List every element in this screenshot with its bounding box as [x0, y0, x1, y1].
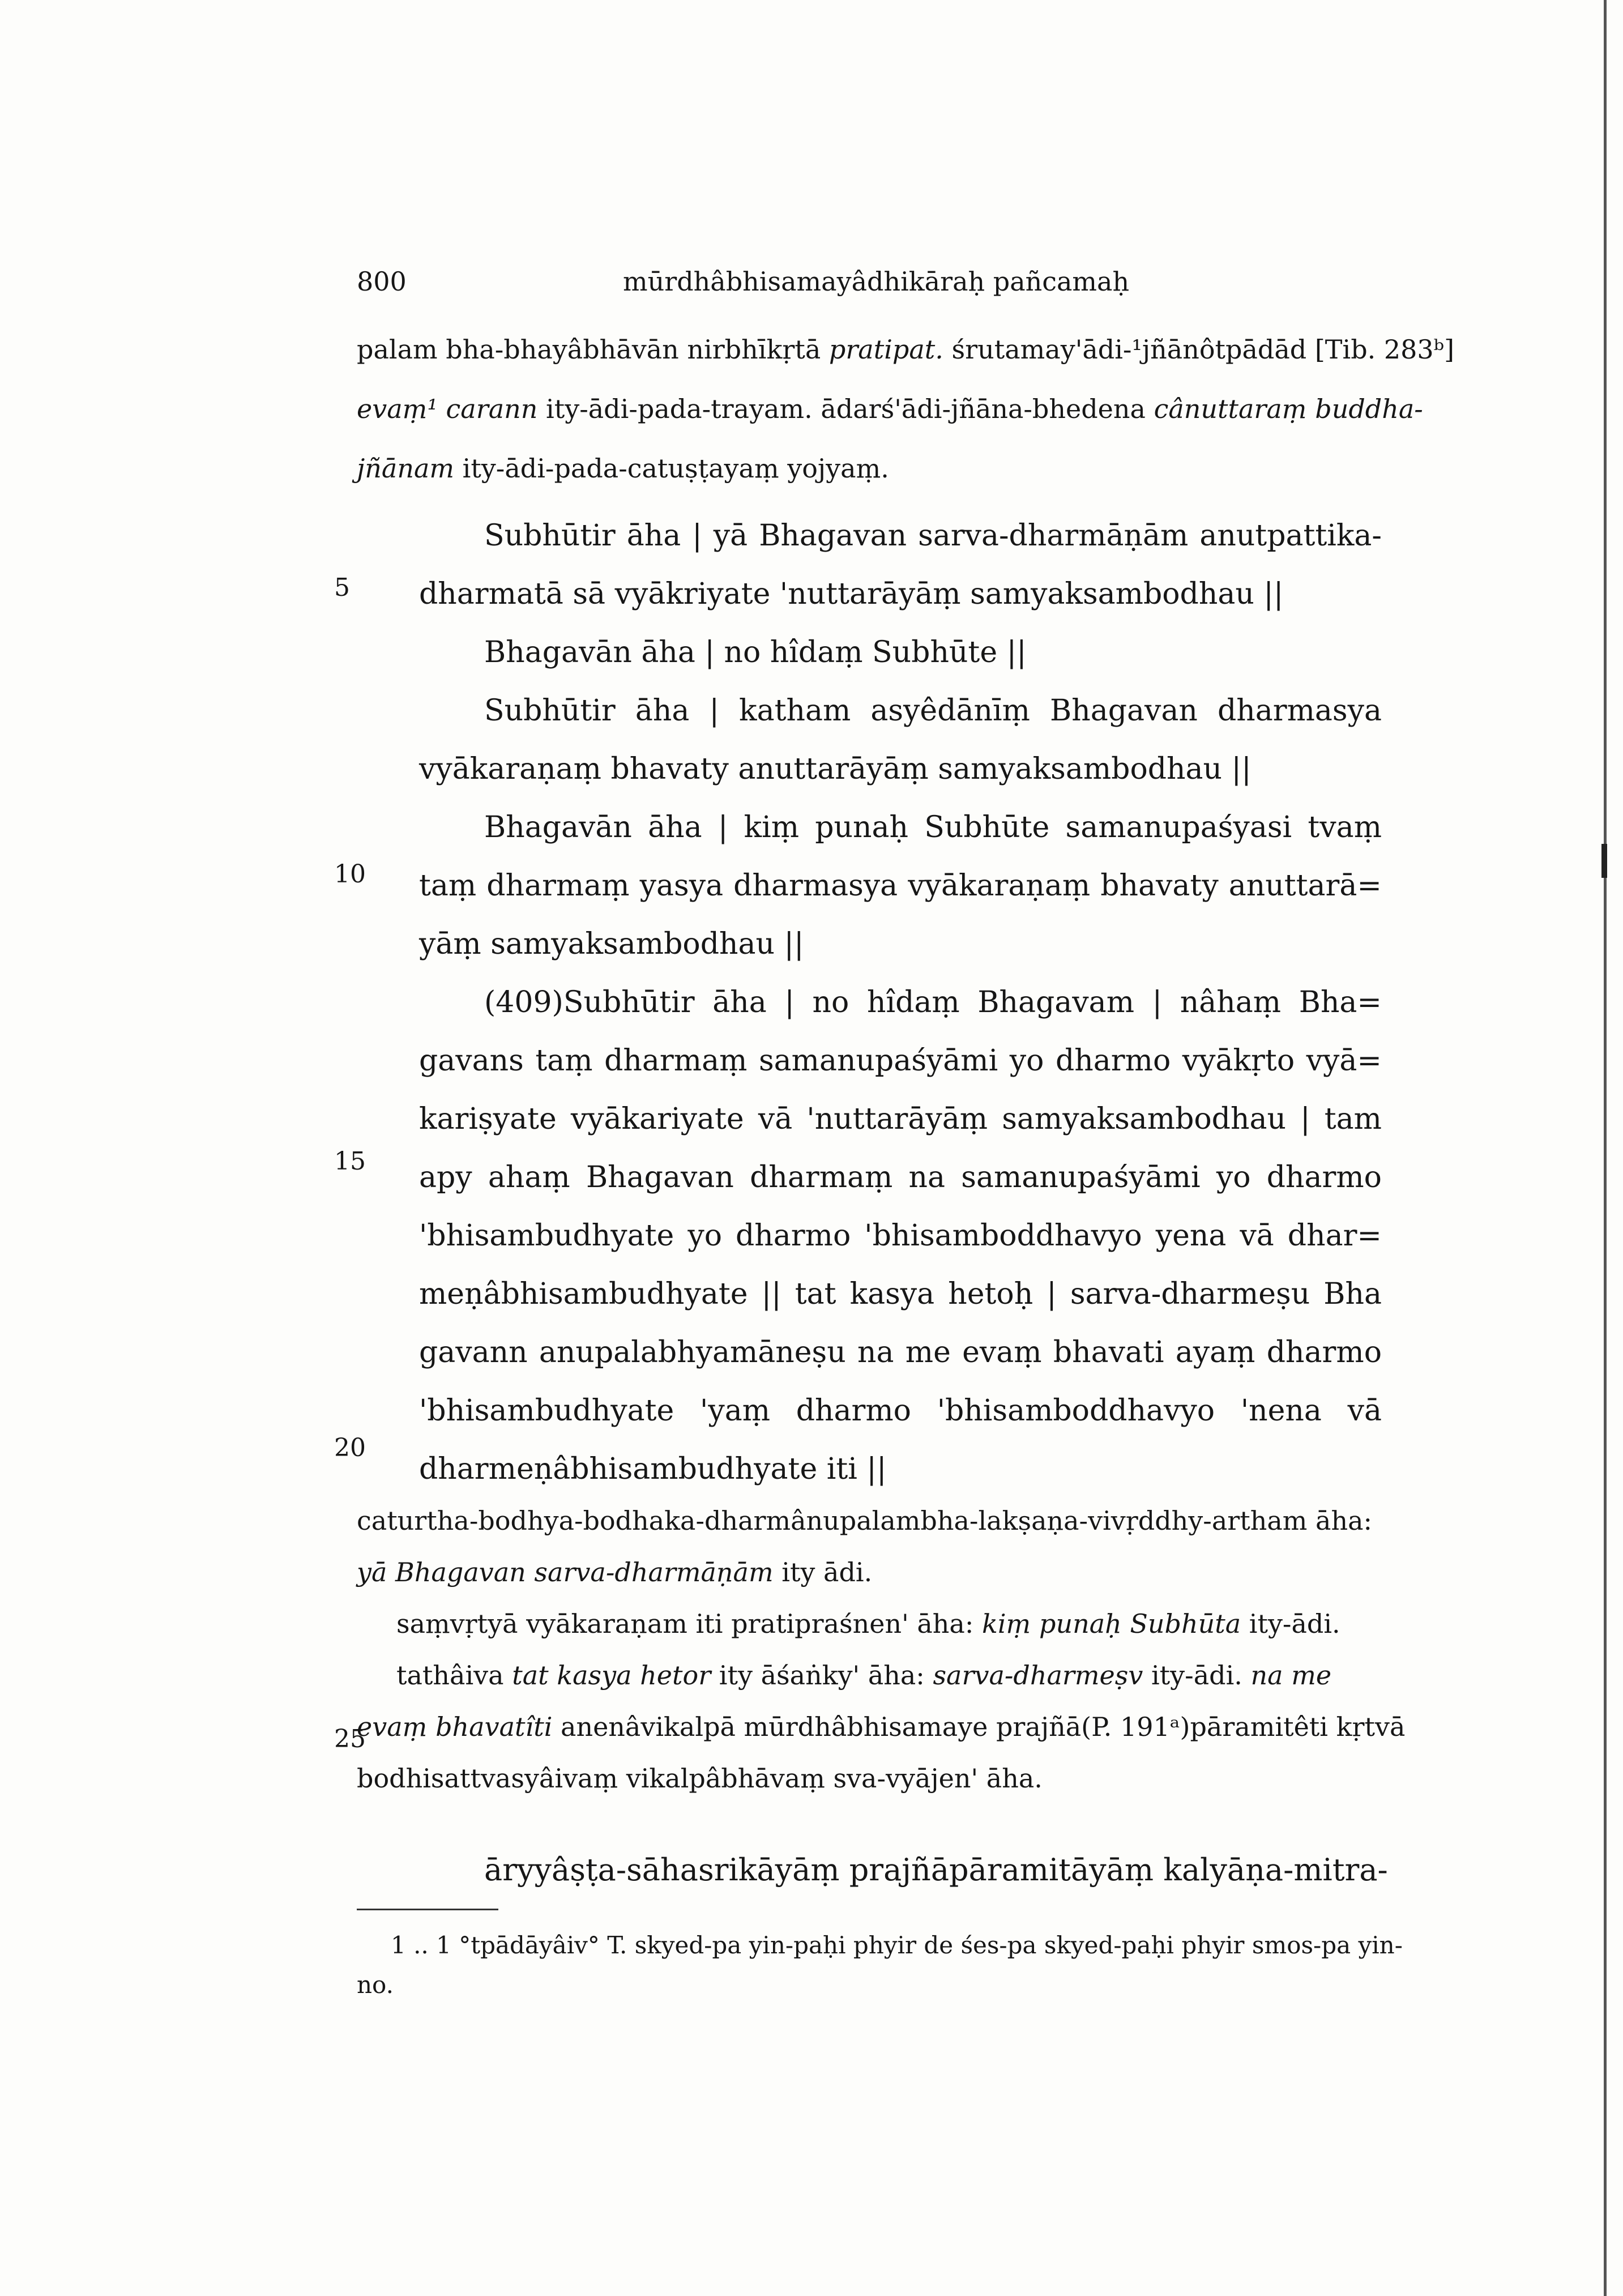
- page-header: [357, 266, 1404, 311]
- commentary-line: [357, 320, 1455, 379]
- page-edge-mark: [1601, 844, 1607, 878]
- text-run-italic: sarva-dharmeṣv: [933, 1660, 1143, 1691]
- page-edge-divider: [1604, 0, 1607, 2296]
- line-number: 20: [334, 1433, 366, 1462]
- root-line: yāṃ samyaksambodhau ||: [419, 927, 804, 961]
- root-line: taṃ dharmaṃ yasya dharmasya vyākaraṇaṃ bhavaty anuttarā=: [419, 869, 1382, 903]
- text-run: anenâvikalpā mūrdhâbhisamaye prajñā(P. 191ᵃ)pāramitêti kṛtvā: [552, 1712, 1406, 1742]
- text-run-italic: kiṃ punaḥ Subhūta: [981, 1608, 1241, 1639]
- text-run: ity-ādi.: [1143, 1660, 1251, 1691]
- commentary-line: [357, 379, 1433, 439]
- root-line: Subhūtir āha | yā Bhagavan sarva-dharmāṇām anutpattika-: [484, 519, 1382, 553]
- footnote-line: 1 .. 1 °tpādāyâiv° T. skyed-pa yin-paḥi phyir de śes-pa skyed-paḥi phyir smos-pa yin-: [391, 1931, 1403, 1959]
- text-run: śrutamay'ādi-¹jñānôtpādād [Tib. 283ᵇ]: [943, 334, 1455, 365]
- root-line: meṇâbhisambudhyate || tat kasya hetoḥ | sarva-dharmeṣu Bha: [419, 1277, 1382, 1311]
- text-run: ity āśaṅky' āha:: [711, 1660, 933, 1691]
- text-run-italic: evaṃ bhavatîti: [357, 1712, 553, 1742]
- root-line: Bhagavān āha | no hîdaṃ Subhūte ||: [484, 635, 1027, 669]
- root-line: apy ahaṃ Bhagavan dharmaṃ na samanupaśyāmi yo dharmo: [419, 1160, 1382, 1194]
- footnote-divider: [357, 1909, 498, 1910]
- text-run: ity-ādi-pada-catuṣṭayaṃ yojyaṃ.: [454, 453, 889, 484]
- root-line: 'bhisambudhyate yo dharmo 'bhisamboddhavyo yena vā dhar=: [419, 1219, 1382, 1253]
- commentary-top: [357, 320, 1455, 498]
- line-number: 10: [334, 860, 366, 889]
- commentary-line: [357, 1547, 1433, 1598]
- commentary-line: [357, 1650, 1433, 1701]
- line-number: 5: [334, 573, 350, 602]
- text-run: saṃvṛtyā vyākaraṇam iti pratipraśnen' āha:: [396, 1608, 982, 1639]
- line-number: 15: [334, 1147, 366, 1176]
- footnote-line: no.: [357, 1971, 394, 1999]
- line-number: 25: [334, 1725, 366, 1753]
- commentary-line: [357, 1701, 1433, 1753]
- text-run-italic: jñānam: [357, 453, 454, 484]
- text-run-italic: evaṃ¹ carann: [357, 394, 538, 424]
- root-line: vyākaraṇaṃ bhavaty anuttarāyāṃ samyaksambodhau ||: [419, 752, 1252, 786]
- root-line: kariṣyate vyākariyate vā 'nuttarāyāṃ samyaksambodhau | tam: [419, 1102, 1382, 1136]
- text-run-italic: cânuttaraṃ buddha-: [1154, 394, 1423, 424]
- root-line: gavann anupalabhyamāneṣu na me evaṃ bhavati ayaṃ dharmo: [419, 1335, 1382, 1369]
- page-number: 800: [357, 266, 407, 297]
- text-run: ity-ādi.: [1241, 1608, 1340, 1639]
- text-run: palam bha-bhayâbhāvān nirbhīkṛtā: [357, 334, 829, 365]
- text-run-italic: yā Bhagavan sarva-dharmāṇām: [357, 1557, 774, 1587]
- text-run-italic: pratipat.: [828, 334, 943, 365]
- text-run: ity ādi.: [773, 1557, 873, 1587]
- commentary-bottom: [357, 1495, 1433, 1804]
- root-line: 'bhisambudhyate 'yaṃ dharmo 'bhisamboddhavyo 'nena vā: [419, 1394, 1382, 1428]
- running-title: mūrdhâbhisamayâdhikāraḥ pañcamaḥ: [623, 266, 1130, 297]
- root-line: gavans taṃ dharmaṃ samanupaśyāmi yo dharmo vyākṛto vyā=: [419, 1044, 1382, 1078]
- footnote: [357, 1926, 1433, 2005]
- commentary-line: bodhisattvasyâivaṃ vikalpâbhāvaṃ sva-vyājen' āha.: [357, 1763, 1043, 1794]
- root-line: (409)Subhūtir āha | no hîdaṃ Bhagavam | nâhaṃ Bha=: [484, 985, 1382, 1019]
- commentary-line: [357, 1598, 1433, 1650]
- colophon-line: āryyâṣṭa-sāhasrikāyāṃ prajñāpāramitāyāṃ kalyāṇa-mitra-: [484, 1852, 1388, 1888]
- root-line: dharmatā sā vyākriyate 'nuttarāyāṃ samyaksambodhau ||: [419, 577, 1284, 611]
- root-line: dharmeṇâbhisambudhyate iti ||: [419, 1452, 887, 1486]
- root-text: [419, 507, 1382, 1499]
- root-line: Bhagavān āha | kiṃ punaḥ Subhūte samanupaśyasi tvaṃ: [484, 810, 1382, 844]
- text-run-italic: na me: [1250, 1660, 1332, 1691]
- commentary-line: [357, 439, 1433, 498]
- root-line: Subhūtir āha | katham asyêdānīṃ Bhagavan dharmasya: [484, 694, 1382, 728]
- text-run: tathâiva: [396, 1660, 512, 1691]
- text-run-italic: tat kasya hetor: [512, 1660, 711, 1691]
- text-run: ity-ādi-pada-trayam. ādarś'ādi-jñāna-bhedena: [537, 394, 1154, 424]
- commentary-line: caturtha-bodhya-bodhaka-dharmânupalambha-lakṣaṇa-vivṛddhy-artham āha:: [357, 1505, 1372, 1536]
